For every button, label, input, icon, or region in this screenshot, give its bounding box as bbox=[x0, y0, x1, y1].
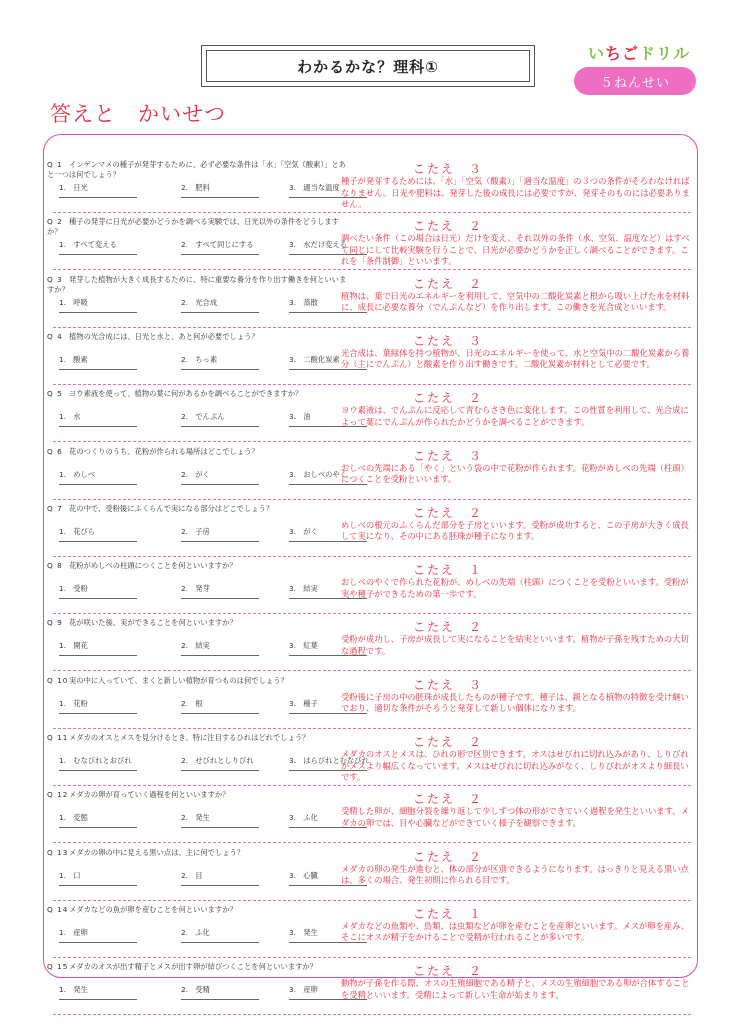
question-text bbox=[47, 332, 347, 342]
question-text bbox=[47, 217, 347, 237]
option-label: 2. 結実 bbox=[181, 641, 210, 651]
option-label: 1. 口 bbox=[59, 870, 81, 880]
option-3 bbox=[289, 928, 318, 938]
answer-label: こたえ ２ bbox=[413, 620, 484, 635]
question-body: インゲンマメの種子が発芽するために、必ず必要な条件は「水」「空気（酸素）」とあと一つは何でしょう？ bbox=[47, 160, 346, 179]
answer-label: こたえ １ bbox=[413, 906, 484, 921]
answer-explanation: 受粉後に子房の中の胚珠が成長したものが種子です。種子は、親となる植物の特徴を受け継いでおり、適切な条件がそろうと発芽して新しい個体になります。 bbox=[341, 691, 689, 714]
option-list bbox=[59, 355, 339, 369]
option-label: 1. 花びら bbox=[59, 526, 96, 536]
option-1 bbox=[59, 699, 88, 709]
option-list bbox=[59, 871, 339, 885]
answer-label: こたえ ３ bbox=[413, 677, 484, 692]
answer-label: こたえ ２ bbox=[413, 505, 484, 520]
question-row bbox=[45, 213, 695, 270]
row-divider bbox=[53, 1014, 691, 1015]
option-1 bbox=[59, 985, 88, 995]
option-3 bbox=[289, 412, 311, 422]
option-label: 3. 蒸散 bbox=[289, 297, 318, 307]
option-label: 3. 紅葉 bbox=[289, 641, 318, 651]
question-row bbox=[45, 958, 695, 1015]
answer-explanation: メダカなどの魚類や、鳥類、は虫類などが卵を産むことを産卵といいます。メスが卵を産み、そこにオスが精子をかけることで受精が行われることが多いです。 bbox=[341, 920, 690, 943]
option-list bbox=[59, 183, 339, 197]
question-body: 実の中に入っていて、まくと新しい植物が育つものは何でしょう？ bbox=[69, 675, 288, 685]
option-3 bbox=[289, 527, 318, 537]
option-2 bbox=[181, 412, 224, 422]
option-label: 3. ふ化 bbox=[289, 813, 318, 823]
option-label: 3. 心臓 bbox=[289, 870, 318, 880]
option-1 bbox=[59, 412, 81, 422]
answer-label: こたえ ２ bbox=[413, 735, 484, 749]
option-1 bbox=[59, 584, 88, 594]
option-1 bbox=[59, 298, 88, 308]
question-number: Q 9 bbox=[47, 618, 63, 628]
option-label: 2. 根 bbox=[181, 698, 203, 708]
answer-explanation: 受粉が成功し、子房が成長して実になることを結実といいます。植物が子孫を残すための大切な過程です。 bbox=[341, 634, 689, 656]
option-label: 1. 日光 bbox=[59, 183, 88, 192]
answer-label: こたえ ２ bbox=[413, 849, 484, 864]
answer-label: こたえ ３ bbox=[413, 162, 484, 176]
question-text bbox=[47, 618, 347, 628]
question-row bbox=[45, 271, 695, 328]
option-3 bbox=[289, 871, 318, 881]
option-label: 2. 光合成 bbox=[181, 297, 218, 307]
option-label: 3. がく bbox=[289, 526, 318, 536]
option-list bbox=[59, 985, 339, 999]
question-body: 花粉がめしべの柱頭につくことを何といいますか？ bbox=[69, 561, 237, 571]
option-2 bbox=[181, 813, 210, 823]
answer-explanation: 調べたい条件（この場合は日光）だけを変え、それ以外の条件（水、空気、温度など）はすべて同じにして比較実験を行うことで、日光が必要かどうかを正しく調べることができます。これを「条件制御」といいます。 bbox=[341, 233, 690, 267]
option-3 bbox=[289, 183, 340, 193]
option-underline bbox=[181, 827, 259, 828]
question-text bbox=[47, 275, 347, 295]
option-3 bbox=[289, 985, 318, 995]
title-box bbox=[201, 45, 535, 87]
question-body: ヨウ素液を使って、植物の葉に何があるかを調べることができますか？ bbox=[69, 389, 303, 399]
question-body: 花のつくりのうち、花粉が作られる場所はどこでしょう？ bbox=[69, 446, 259, 456]
question-number: Q 14 bbox=[47, 904, 69, 914]
option-label: 2. すべて同じにする bbox=[181, 240, 254, 250]
option-2 bbox=[181, 240, 254, 250]
option-underline bbox=[59, 369, 137, 370]
option-label: 1. 発生 bbox=[59, 985, 88, 995]
option-underline bbox=[181, 426, 259, 427]
question-number: Q 5 bbox=[47, 389, 63, 399]
option-3 bbox=[289, 584, 318, 594]
question-row bbox=[45, 786, 695, 843]
option-1 bbox=[59, 756, 132, 766]
answer-label: こたえ ２ bbox=[413, 391, 484, 406]
answer-explanation: めしべの根元のふくらんだ部分を子房といいます。受粉が成功すると、この子房が大きく成長して実になり、その中にある胚珠が種子になります。 bbox=[341, 519, 689, 542]
option-underline bbox=[181, 598, 259, 599]
option-underline bbox=[181, 484, 259, 485]
option-3 bbox=[289, 641, 318, 651]
answer-label: こたえ ２ bbox=[413, 219, 484, 234]
option-3 bbox=[289, 240, 347, 250]
answer-label: こたえ ２ bbox=[413, 276, 484, 291]
option-2 bbox=[181, 584, 210, 594]
question-body: メダカのオスが出す精子とメスが出す卵が結びつくことを何といいますか？ bbox=[69, 962, 318, 972]
question-body: 種子の発芽に日光が必要かどうかを調べる実験では、日光以外の条件をどうしますか？ bbox=[47, 217, 339, 237]
question-row bbox=[45, 443, 695, 500]
logo: い ち ご ド リ ル bbox=[588, 43, 691, 63]
question-body: 発芽した植物が大きく成長するために、特に重要な養分を作り出す働きを何といいますか？ bbox=[47, 274, 347, 294]
option-1 bbox=[59, 527, 95, 537]
option-label: 3. 二酸化炭素 bbox=[289, 354, 340, 364]
option-1 bbox=[59, 355, 88, 365]
option-underline bbox=[181, 999, 259, 1000]
question-text bbox=[47, 447, 347, 457]
question-row bbox=[45, 328, 695, 385]
answer-explanation: 種子が発芽するためには、「水」「空気（酸素）」「適当な温度」の３つの条件がそろわなければなりません。日光や肥料は、発芽した後の成長には必要ですが、発芽そのものには必要ありません。 bbox=[341, 176, 690, 209]
question-body: 花の中で、受粉後にふくらんで実になる部分はどこでしょう？ bbox=[69, 503, 274, 513]
option-3 bbox=[289, 355, 340, 365]
option-label: 2. でんぷん bbox=[181, 412, 225, 422]
question-number: Q 4 bbox=[47, 331, 63, 341]
option-1 bbox=[59, 928, 88, 938]
option-label: 1. むなびれとおびれ bbox=[59, 756, 132, 765]
option-underline bbox=[181, 770, 259, 771]
option-1 bbox=[59, 240, 117, 250]
option-1 bbox=[59, 813, 88, 823]
option-2 bbox=[181, 470, 210, 480]
option-2 bbox=[181, 298, 217, 308]
option-2 bbox=[181, 355, 217, 365]
question-text bbox=[47, 733, 347, 743]
option-label: 3. 発生 bbox=[289, 927, 318, 937]
question-body: メダカの卵が育っていく過程を何といいますか？ bbox=[69, 790, 230, 800]
option-label: 1. めしべ bbox=[59, 469, 96, 479]
option-label: 2. 発芽 bbox=[181, 584, 210, 594]
option-2 bbox=[181, 641, 210, 651]
option-underline bbox=[181, 942, 259, 943]
option-label: 2. ちっ素 bbox=[181, 354, 218, 364]
option-underline bbox=[181, 254, 259, 255]
question-text bbox=[47, 389, 347, 399]
option-3 bbox=[289, 298, 318, 308]
question-row bbox=[45, 385, 695, 442]
option-underline bbox=[59, 827, 137, 828]
option-label: 2. がく bbox=[181, 469, 210, 479]
question-number: Q 8 bbox=[47, 561, 63, 571]
question-body: メダカの卵の中に見える黒い点は、主に何でしょう？ bbox=[69, 847, 245, 857]
answer-explanation: おしべの先端にある「やく」という袋の中で花粉が作られます。花粉がめしべの先端（柱頭）につくことを受粉といいます。 bbox=[341, 462, 689, 484]
question-number: Q 12 bbox=[47, 790, 69, 800]
option-underline bbox=[59, 197, 137, 198]
option-label: 2. 肥料 bbox=[181, 183, 210, 192]
question-number: Q 1 bbox=[47, 160, 63, 169]
option-label: 1. 酸素 bbox=[59, 354, 88, 364]
option-underline bbox=[181, 713, 259, 714]
question-text bbox=[47, 504, 347, 514]
question-row bbox=[45, 672, 695, 729]
question-body: 花が咲いた後、実ができることを何といいますか？ bbox=[69, 618, 237, 628]
answer-explanation: メダカの卵の発生が進むと、体の部分が区別できるようになります。はっきりと見える黒い点は、多くの場合、発生初期に作られる目です。 bbox=[341, 863, 689, 886]
option-label: 2. 子房 bbox=[181, 526, 210, 536]
question-number: Q 3 bbox=[47, 274, 63, 284]
answer-explanation: ヨウ素液は、でんぷんに反応して青むらさき色に変化します。この性質を利用して、光合成によって葉にでんぷんが作られたかどうかを調べることができます。 bbox=[341, 405, 689, 427]
option-2 bbox=[181, 871, 203, 881]
question-row bbox=[45, 844, 695, 901]
option-list bbox=[59, 641, 339, 655]
section-heading: 答えと かいせつ bbox=[50, 102, 226, 126]
option-list bbox=[59, 527, 339, 541]
option-3 bbox=[289, 813, 318, 823]
answer-explanation: おしべのやくで作られた花粉が、めしべの先端（柱頭）につくことを受粉といいます。受粉が実や種子ができるための第一歩です。 bbox=[341, 577, 689, 599]
option-underline bbox=[59, 598, 137, 599]
option-underline bbox=[59, 254, 137, 255]
option-underline bbox=[59, 312, 137, 313]
option-3 bbox=[289, 699, 318, 709]
option-1 bbox=[59, 183, 88, 193]
question-text bbox=[47, 848, 347, 858]
option-list bbox=[59, 813, 339, 827]
option-label: 1. 花粉 bbox=[59, 698, 88, 708]
option-label: 1. 水 bbox=[59, 412, 81, 422]
option-underline bbox=[59, 655, 137, 656]
option-underline bbox=[59, 541, 137, 542]
option-label: 2. 目 bbox=[181, 870, 203, 880]
option-label: 3. 適当な温度 bbox=[289, 183, 340, 192]
option-list bbox=[59, 699, 339, 713]
option-3 bbox=[289, 470, 347, 480]
option-label: 2. 受精 bbox=[181, 985, 210, 995]
question-text bbox=[47, 160, 347, 180]
option-list bbox=[59, 412, 339, 426]
option-list bbox=[59, 928, 339, 942]
answer-explanation: 受精した卵が、細胞分裂を繰り返して少しずつ体の形ができていく過程を発生といいます。メダカの卵では、目や心臓などができていく様子を観察できます。 bbox=[341, 806, 689, 828]
question-row bbox=[45, 901, 695, 958]
option-1 bbox=[59, 470, 95, 480]
answer-explanation: 動物が子孫を作る際、オスの生殖細胞である精子と、メスの生殖細胞である卵が合体することを受精といいます。受精によって新しい生命が始まります。 bbox=[341, 978, 690, 1000]
page-title: わかるかな？理科① bbox=[206, 50, 530, 82]
option-label: 3. 水だけ変える bbox=[289, 240, 348, 250]
question-text bbox=[47, 561, 347, 571]
option-label: 2. 発生 bbox=[181, 813, 210, 823]
option-underline bbox=[59, 885, 137, 886]
question-number: Q 13 bbox=[47, 847, 69, 857]
option-underline bbox=[59, 999, 137, 1000]
answer-label: こたえ ３ bbox=[413, 333, 484, 348]
grade-badge: ５ねんせい bbox=[574, 67, 696, 95]
option-1 bbox=[59, 871, 81, 881]
answer-explanation: メダカのオスとメスは、ひれの形で区別できます。オスはせびれに切れ込みがあり、しりびれがメスより幅広くなっています。メスはせびれに切れ込みがなく、しりびれがオスより細長いです。 bbox=[341, 749, 689, 782]
question-text bbox=[47, 962, 347, 972]
question-number: Q 6 bbox=[47, 446, 63, 456]
option-underline bbox=[59, 942, 137, 943]
option-2 bbox=[181, 699, 203, 709]
option-2 bbox=[181, 928, 210, 938]
question-body: 植物の光合成には、日光と水と、あと何が必要でしょう？ bbox=[69, 331, 259, 341]
answer-label: こたえ ２ bbox=[413, 792, 484, 807]
option-label: 3. 結実 bbox=[289, 584, 318, 594]
option-1 bbox=[59, 641, 88, 651]
option-2 bbox=[181, 756, 254, 766]
question-body: メダカなどの魚が卵を産むことを何といいますか？ bbox=[69, 904, 237, 914]
option-label: 2. せびれとしりびれ bbox=[181, 756, 254, 765]
answer-explanation: 光合成は、葉緑体を持つ植物が、日光のエネルギーを使って、水と空気中の二酸化炭素から養分（主にでんぷん）と酸素を作り出す働きです。二酸化炭素が材料として必要です。 bbox=[341, 347, 690, 370]
option-label: 1. 受粉 bbox=[59, 584, 88, 594]
option-2 bbox=[181, 183, 210, 193]
question-row bbox=[45, 614, 695, 671]
option-underline bbox=[59, 426, 137, 427]
question-number: Q 7 bbox=[47, 503, 63, 513]
question-text bbox=[47, 905, 347, 915]
option-underline bbox=[181, 541, 259, 542]
question-number: Q 11 bbox=[47, 733, 69, 742]
answer-label: こたえ １ bbox=[413, 563, 484, 578]
question-row bbox=[45, 156, 695, 213]
option-underline bbox=[59, 713, 137, 714]
option-2 bbox=[181, 985, 210, 995]
option-label: 3. 種子 bbox=[289, 698, 318, 708]
option-list bbox=[59, 298, 339, 312]
answer-explanation: 植物は、葉で日光のエネルギーを利用して、空気中の二酸化炭素と根から吸い上げた水を材料に、成長に必要な養分（でんぷんなど）を作り出します。この働きを光合成といいます。 bbox=[341, 290, 690, 313]
option-label: 3. 産卵 bbox=[289, 985, 318, 995]
option-underline bbox=[181, 312, 259, 313]
option-label: 1. 呼吸 bbox=[59, 297, 88, 307]
option-label: 3. おしべのやく bbox=[289, 469, 348, 479]
option-underline bbox=[181, 885, 259, 886]
option-label: 3. 油 bbox=[289, 412, 311, 422]
option-underline bbox=[181, 655, 259, 656]
option-label: 2. ふ化 bbox=[181, 927, 210, 937]
question-row bbox=[45, 500, 695, 557]
option-list bbox=[59, 584, 339, 598]
option-list bbox=[59, 240, 348, 254]
question-number: Q 2 bbox=[47, 217, 63, 227]
option-label: 1. 産卵 bbox=[59, 927, 88, 937]
option-underline bbox=[59, 770, 137, 771]
option-underline bbox=[181, 369, 259, 370]
option-list bbox=[59, 756, 369, 770]
option-label: 1. すべて変える bbox=[59, 240, 117, 250]
answer-label: こたえ ３ bbox=[413, 448, 484, 463]
answer-label: こたえ ２ bbox=[413, 964, 484, 979]
option-2 bbox=[181, 527, 210, 537]
question-row bbox=[45, 729, 695, 786]
option-label: 1. 変態 bbox=[59, 813, 88, 823]
option-label: 3. はらびれとむなびれ bbox=[289, 756, 369, 765]
option-underline bbox=[181, 197, 259, 198]
question-text bbox=[47, 676, 347, 686]
question-row bbox=[45, 557, 695, 614]
question-body: メダカのオスとメスを見分けるとき、特に注目するひれはどれでしょう？ bbox=[69, 733, 310, 742]
option-label: 1. 開花 bbox=[59, 641, 88, 651]
question-text bbox=[47, 790, 347, 800]
question-number: Q 10 bbox=[47, 675, 69, 685]
question-number: Q 15 bbox=[47, 962, 69, 972]
option-list bbox=[59, 469, 348, 484]
option-underline bbox=[59, 484, 137, 485]
